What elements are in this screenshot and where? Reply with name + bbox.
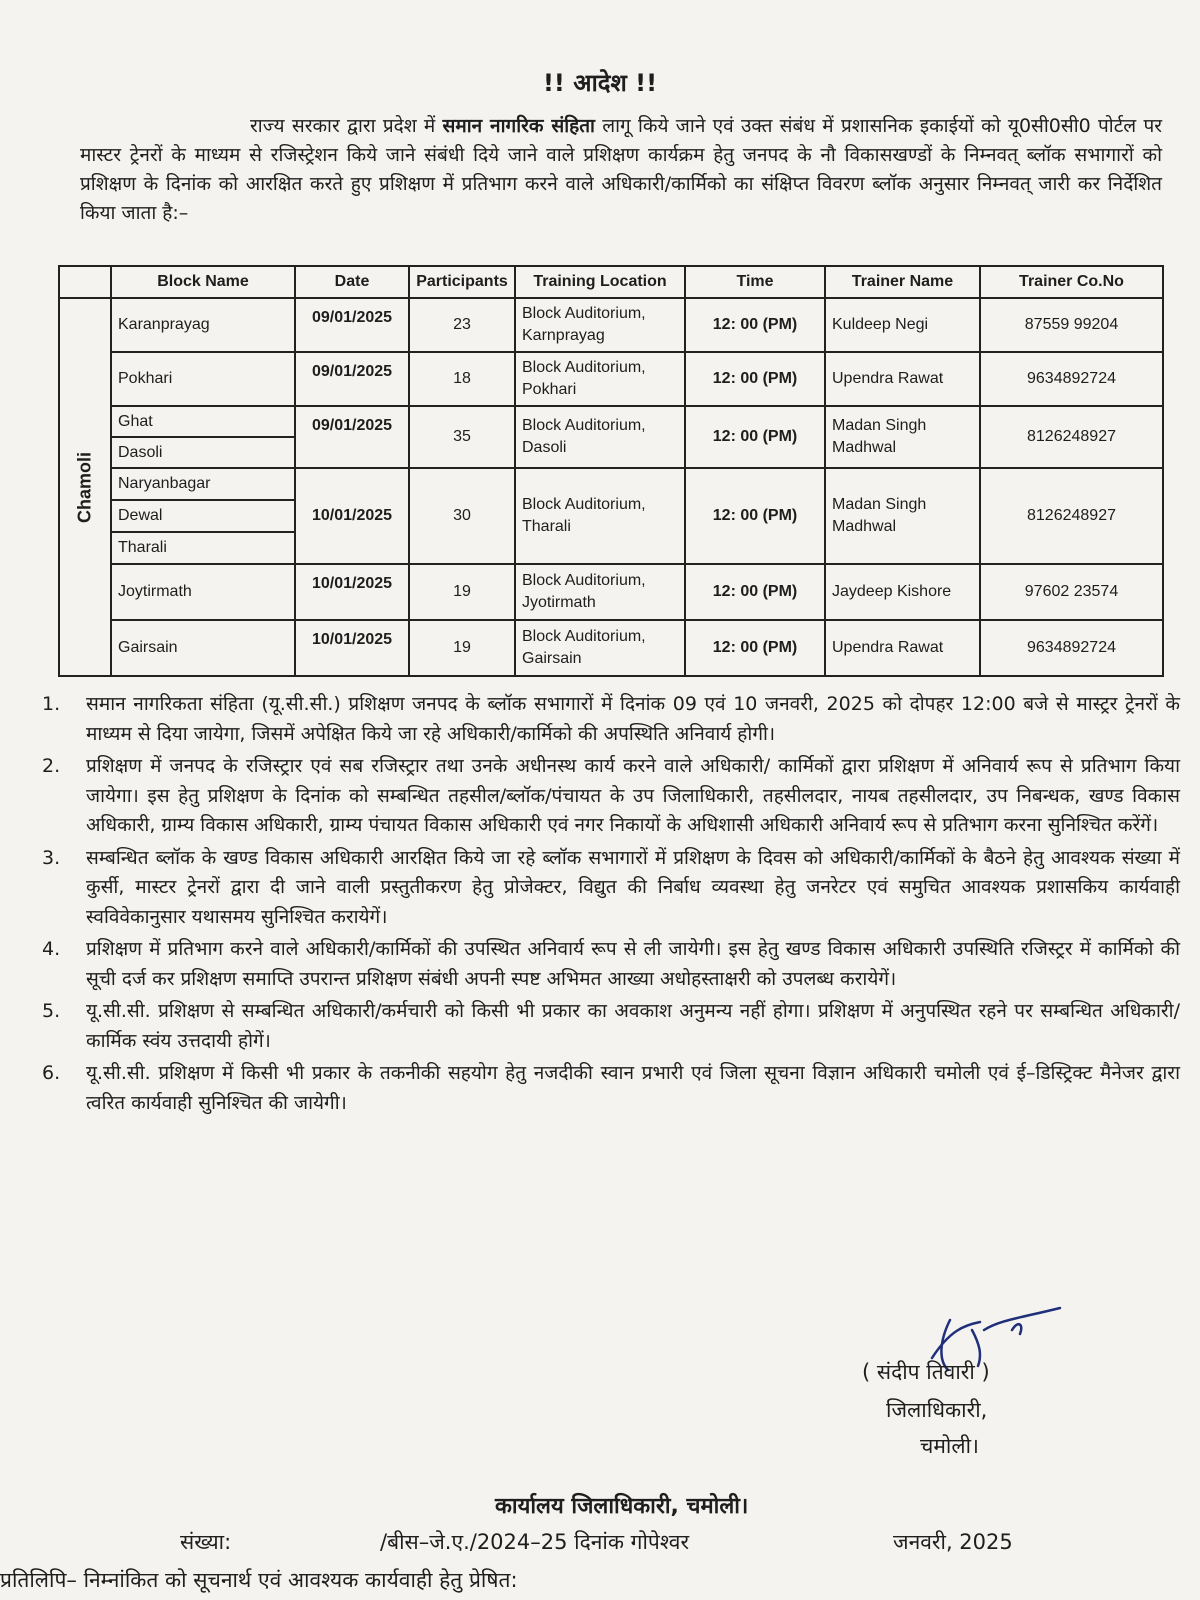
location-line: Block Auditorium, [522, 417, 646, 434]
trainer-name-cell: Upendra Rawat [825, 352, 980, 406]
date-cell: 09/01/2025 [295, 406, 409, 468]
header-time: Time [685, 266, 825, 298]
item-number: 3. [42, 846, 61, 869]
reference-number-label: संख्या: [180, 1530, 232, 1554]
table-row [59, 298, 1163, 352]
signatory-name: ( संदीप तिवारी ) [862, 1360, 990, 1384]
participants-cell: 23 [409, 298, 515, 352]
participants-cell: 35 [409, 406, 515, 468]
location-cell [515, 620, 685, 676]
trainer-name-cell: Upendra Rawat [825, 620, 980, 676]
header-block-name: Block Name [111, 266, 295, 298]
header-trainer-name: Trainer Name [825, 266, 980, 298]
table-row [59, 620, 1163, 676]
header-district [59, 266, 111, 298]
time-cell: 12: 00 (PM) [685, 564, 825, 620]
trainer-contact-cell: 8126248927 [980, 468, 1163, 564]
intro-text-start: राज्य सरकार द्वारा प्रदेश में [250, 115, 443, 137]
trainer-contact-cell: 87559 99204 [980, 298, 1163, 352]
list-item [20, 1059, 1180, 1118]
trainer-contact-cell: 9634892724 [980, 620, 1163, 676]
location-line: Block Auditorium, [522, 572, 646, 589]
trainer-name-cell [825, 468, 980, 564]
location-line: Tharali [522, 518, 571, 535]
location-line: Dasoli [522, 439, 567, 456]
location-line: Jyotirmath [522, 594, 596, 611]
participants-cell: 19 [409, 620, 515, 676]
table-row [59, 468, 1163, 500]
location-line: Block Auditorium, [522, 628, 646, 645]
block-name-cell: Ghat [111, 406, 295, 437]
signature-block [840, 1300, 1140, 1460]
block-name-cell: Dewal [111, 500, 295, 532]
table-row [59, 352, 1163, 406]
block-name-cell: Naryanbagar [111, 468, 295, 500]
participants-cell: 19 [409, 564, 515, 620]
date-cell: 10/01/2025 [295, 468, 409, 564]
time-cell: 12: 00 (PM) [685, 468, 825, 564]
trainer-name-line: Madhwal [832, 439, 897, 456]
trainer-contact-cell: 9634892724 [980, 352, 1163, 406]
block-name-cell: Dasoli [111, 437, 295, 468]
location-cell [515, 406, 685, 468]
block-name-cell: Gairsain [111, 620, 295, 676]
list-item [20, 690, 1180, 749]
list-item [20, 997, 1180, 1056]
list-item [20, 935, 1180, 994]
item-text: यू.सी.सी. प्रशिक्षण से सम्बन्धित अधिकारी/कर्मचारी को किसी भी प्रकार का अवकाश अनुमन्य नहीं होगा। प्रशिक्षण में अनुपस्थित रहने पर सम्बन्धित अधिकारी/कार्मिक स्वंय उत्तदायी होगें। [86, 1000, 1180, 1052]
header-participants: Participants [409, 266, 515, 298]
date-cell: 10/01/2025 [295, 620, 409, 676]
trainer-contact-cell: 97602 23574 [980, 564, 1163, 620]
date-cell: 10/01/2025 [295, 564, 409, 620]
item-text: समान नागरिकता संहिता (यू.सी.सी.) प्रशिक्षण जनपद के ब्लॉक सभागारों में दिनांक 09 एवं 10 जनवरी, 2025 को दोपहर 12:00 बजे से मास्ट्रर ट्रेनरों के माध्यम से दिया जायेगा, जिसमें अपेक्षित किये जा रहे अधिकारी/कार्मिको की अपस्थिति अनिवार्य होगी। [86, 693, 1180, 745]
list-item [20, 752, 1180, 841]
time-cell: 12: 00 (PM) [685, 406, 825, 468]
list-item [20, 844, 1180, 933]
date-cell: 09/01/2025 [295, 298, 409, 352]
table-row [59, 406, 1163, 437]
location-cell [515, 352, 685, 406]
signatory-place: चमोली। [920, 1434, 979, 1458]
location-line: Gairsain [522, 650, 582, 667]
time-cell: 12: 00 (PM) [685, 352, 825, 406]
location-cell [515, 298, 685, 352]
intro-text-rest: लागू किये जाने एवं उक्त संबंध में प्रशासनिक इकाईयों को यू0सी0सी0 पोर्टल पर मास्टर ट्रेनरों के माध्यम से रजिस्ट्रेशन किये जाने संबंधी दिये जाने वाले प्रशिक्षण कार्यक्रम हेतु जनपद के नौ विकासखण्डों के निम्नवत् ब्लॉक सभागारों को प्रशिक्षण के दिनांक को आरक्षित करते हुए प्रशिक्षण में प्रतिभाग करने वाले अधिकारी/कार्मिको का संक्षिप्त विवरण ब्लॉक अनुसार निम्नवत् जारी कर निर्देशित किया जाता है:– [80, 115, 1163, 224]
reference-date: जनवरी, 2025 [893, 1530, 1013, 1554]
trainer-name-cell: Jaydeep Kishore [825, 564, 980, 620]
header-training-location: Training Location [515, 266, 685, 298]
intro-paragraph [80, 112, 1162, 228]
location-line: Block Auditorium, [522, 496, 646, 513]
item-text: प्रशिक्षण में जनपद के रजिस्ट्रार एवं सब रजिस्ट्रार तथा उनके अधीनस्थ कार्य करने वाले अधिकारी/ कार्मिकों द्वारा प्रशिक्षण में अनिवार्य रूप से प्रतिभाग किया जायेगा। इस हेतु प्रशिक्षण के दिनांक को सम्बन्धित तहसील/ब्लॉक/पंचायत के उप जिलाधिकारी, तहसीलदार, नायब तहसीलदार, उप निबन्धक, खण्ड विकास अधिकारी, ग्राम्य विकास अधिकारी, ग्राम्य पंचायत विकास अधिकारी एवं नगर निकायों के अधिशासी अधिकारी अनिवार्य रूप से प्रतिभाग करना सुनिश्चित करेंगें। [86, 755, 1180, 836]
location-cell [515, 564, 685, 620]
trainer-contact-cell: 8126248927 [980, 406, 1163, 468]
intro-bold-subject: समान नागरिक संहिता [442, 115, 595, 137]
instruction-list [20, 690, 1180, 1121]
location-cell [515, 468, 685, 564]
participants-cell: 30 [409, 468, 515, 564]
item-text: प्रशिक्षण में प्रतिभाग करने वाले अधिकारी/कार्मिकों की उपस्थित अनिवार्य रूप से ली जायेगी। इस हेतु खण्ड विकास अधिकारी उपस्थिति रजिस्ट्रर में कार्मिको की सूची दर्ज कर प्रशिक्षण समाप्ति उपरान्त प्रशिक्षण संबंधी अपनी स्पष्ट अभिमत आख्या अधोहस्ताक्षरी को उपलब्ध करायेगें। [86, 938, 1180, 990]
trainer-name-line: Madan Singh [832, 496, 927, 513]
header-date: Date [295, 266, 409, 298]
participants-cell: 18 [409, 352, 515, 406]
block-name-cell: Pokhari [111, 352, 295, 406]
header-trainer-contact: Trainer Co.No [980, 266, 1163, 298]
trainer-name-line: Madan Singh [832, 417, 927, 434]
block-name-cell: Tharali [111, 532, 295, 564]
office-name: कार्यालय जिलाधिकारी, चमोली। [495, 1494, 749, 1519]
item-text: यू.सी.सी. प्रशिक्षण में किसी भी प्रकार के तकनीकी सहयोग हेतु नजदीकी स्वान प्रभारी एवं जिला सूचना विज्ञान अधिकारी चमोली एवं ई–डिस्ट्रिक्ट मैनेजर द्वारा त्वरित कार्यवाही सुनिश्चित की जायेगी। [86, 1062, 1180, 1114]
copy-to-line: प्रतिलिपि– निम्नांकित को सूचनार्थ एवं आवश्यक कार्यवाही हेतु प्रेषित: [0, 1568, 518, 1592]
item-number: 6. [42, 1062, 61, 1084]
reference-text: /बीस–जे.ए./2024–25 दिनांक गोपेश्वर [380, 1530, 690, 1554]
location-line: Block Auditorium, [522, 359, 646, 376]
signatory-designation: जिलाधिकारी, [886, 1398, 988, 1422]
block-name-cell: Karanprayag [111, 298, 295, 352]
item-number: 5. [42, 1000, 61, 1022]
order-title: !! आदेश !! [542, 69, 658, 97]
date-cell: 09/01/2025 [295, 352, 409, 406]
trainer-name-line: Madhwal [832, 518, 897, 535]
item-number: 1. [42, 693, 61, 715]
trainer-name-cell: Kuldeep Negi [825, 298, 980, 352]
location-line: Karnprayag [522, 327, 605, 344]
district-cell: Chamoli [59, 298, 111, 676]
training-schedule-table [58, 265, 1164, 677]
location-line: Pokhari [522, 381, 577, 398]
table-row [59, 564, 1163, 620]
location-line: Block Auditorium, [522, 305, 646, 322]
trainer-name-cell [825, 406, 980, 468]
table-header-row [59, 266, 1163, 298]
item-number: 2. [42, 755, 61, 777]
item-text: सम्बन्धित ब्लॉक के खण्ड विकास अधिकारी आरक्षित किये जा रहे ब्लॉक सभागारों में प्रशिक्षण के दिवस को अधिकारी/कार्मिकों के बैठने हेतु आवश्यक संख्या में कुर्सी, मास्टर ट्रेनरों द्वारा दी जाने वाली प्रस्तुतीकरण हेतु प्रोजेक्टर, विद्युत की निर्बाध व्यवस्था हेतु जनरेटर एवं समुचित आवश्यक प्रशासकिय कार्यवाही स्वविवेकानुसार यथासमय सुनिश्चित करायेगें। [86, 846, 1180, 928]
time-cell: 12: 00 (PM) [685, 620, 825, 676]
time-cell: 12: 00 (PM) [685, 298, 825, 352]
block-name-cell: Joytirmath [111, 564, 295, 620]
item-number: 4. [42, 938, 61, 960]
